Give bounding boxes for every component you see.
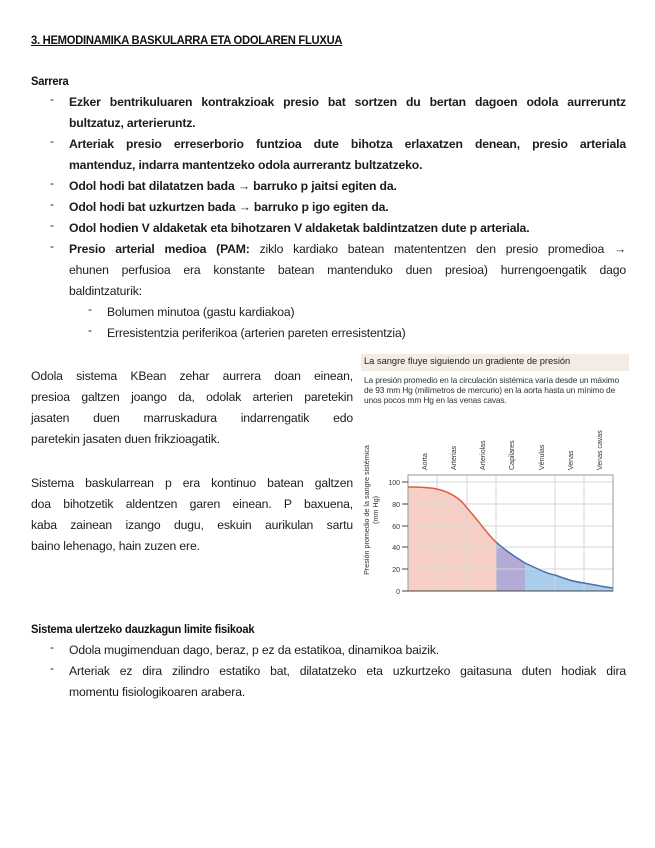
limits-heading: Sistema ulertzeko dauzkagun limite fisikoak xyxy=(31,622,255,636)
svg-text:40: 40 xyxy=(392,545,400,552)
pam-term: Presio arterial medioa (PAM: xyxy=(69,242,250,256)
caption-line: La presión promedio en la circulación sistémica varía desde un máximo xyxy=(364,375,619,385)
list-item-line: Arteriak ez dira zilindro estatiko bat, dilatatzeko eta uzkurtzeko gaitasuna duten hodiak dira xyxy=(69,664,626,678)
capillary-area xyxy=(496,542,525,591)
svg-text:100: 100 xyxy=(388,480,400,487)
x-category-labels xyxy=(422,430,604,470)
category-label: Aorta xyxy=(422,453,429,470)
bullet-dash: - xyxy=(50,134,54,148)
sub-list-item-text: Bolumen minutoa (gastu kardiakoa) xyxy=(107,305,295,319)
list-item-line: momentu fisiologikoaren arabera. xyxy=(69,685,246,699)
y-tick-marks xyxy=(402,482,408,591)
paragraph-line: presioa galtzen joango da, odolak arterien paretekin xyxy=(31,390,353,404)
list-item-line: Odol hodien V aldaketak eta bihotzaren V aldaketak baldintzatzen dute p arteriala. xyxy=(69,221,530,235)
bullet-dash: - xyxy=(50,176,54,190)
list-item-line: mantenduz, indarra mantentzeko odola aurrerantz bultzatzeko. xyxy=(69,158,423,172)
list-item-line: baldintzaturik: xyxy=(69,284,142,298)
list-item-line: Ezker bentrikuluaren kontrakzioak presio bat sortzen du bertan dagoen odola aurreruntz xyxy=(69,95,626,109)
paragraph-line: kaba zainean izango dugu, eskuin aurikulan sartu xyxy=(31,518,353,532)
bullet-dash: - xyxy=(50,239,54,253)
category-label: Arteriolas xyxy=(480,440,487,470)
bullet-dash: - xyxy=(50,218,54,232)
caption-line: unos pocos mm Hg en las venas cavas. xyxy=(364,395,507,405)
paragraph-line: baino lehenago, hain zuzen ere. xyxy=(31,539,200,553)
svg-text:0: 0 xyxy=(396,589,400,596)
list-item xyxy=(69,661,626,703)
category-label: Vénulas xyxy=(539,444,546,470)
sub-bullet-dash: - xyxy=(88,302,92,316)
category-label: Venas xyxy=(568,450,575,470)
sub-bullet-dash: - xyxy=(88,323,92,337)
y-axis-label xyxy=(362,445,380,575)
svg-text:Presión promedio de la sangre: Presión promedio de la sangre sistémica xyxy=(362,445,371,575)
svg-text:60: 60 xyxy=(392,524,400,531)
y-axis-ticks xyxy=(388,480,400,596)
svg-text:80: 80 xyxy=(392,502,400,509)
list-item-line: ehunen perfusioa era konstante batean mantenduko duen presioa) hurrengoengatik dago xyxy=(69,263,626,277)
list-item-line: Arteriak presio erreserborio funtzioa dute bihotza erlaxatzen denean, presio arteriala xyxy=(69,137,626,151)
caption-line: de 93 mm Hg (milímetros de mercurio) en la aorta hasta un mínimo de xyxy=(364,385,616,395)
section-title: 3. HEMODINAMIKA BASKULARRA ETA ODOLAREN FLUXUA xyxy=(31,33,343,47)
figure-title: La sangre fluye siguiendo un gradiente de presión xyxy=(364,356,571,366)
svg-text:20: 20 xyxy=(392,567,400,574)
bullet-dash: - xyxy=(50,197,54,211)
venous-area xyxy=(525,563,613,591)
bullet-dash: - xyxy=(50,92,54,106)
chart-fills xyxy=(408,487,613,591)
list-item-line: Odola mugimenduan dago, beraz, p ez da estatikoa, dinamikoa baizik. xyxy=(69,643,440,657)
pam-definition: ziklo kardiako batean matententzen den presio promedioa → xyxy=(249,242,626,256)
paragraph-line: Sistema baskularrean p era kontinuo batean galtzen xyxy=(31,476,353,490)
sub-list-item-text: Erresistentzia periferikoa (arterien pareten erresistentzia) xyxy=(107,326,406,340)
list-item xyxy=(69,640,626,661)
paragraph-line: jasaten duen marruskadura indarrengatik edo xyxy=(31,411,353,425)
list-item-line: Odol hodi bat uzkurtzen bada → barruko p igo egiten da. xyxy=(69,200,389,214)
svg-text:(mm Hg): (mm Hg) xyxy=(371,496,380,524)
paragraph-line: doa bihotzetik aldentzen garen einean. P baxuena, xyxy=(31,497,353,511)
paragraph-line: Odola sistema KBean zehar aurrera doan einean, xyxy=(31,369,353,383)
bullet-dash: - xyxy=(50,640,54,654)
bullet-dash: - xyxy=(50,661,54,675)
list-item-line: bultzatuz, arterieruntz. xyxy=(69,116,196,130)
category-label: Capilares xyxy=(509,440,516,470)
sarrera-heading: Sarrera xyxy=(31,74,69,88)
arterial-area xyxy=(408,487,496,591)
list-item-line: Odol hodi bat dilatatzen bada → barruko p jaitsi egiten da. xyxy=(69,179,397,193)
paragraph-line: paretekin jasaten duen frikzioagatik. xyxy=(31,432,220,446)
category-label: Venas cavas xyxy=(597,430,604,470)
category-label: Arterias xyxy=(451,445,458,470)
